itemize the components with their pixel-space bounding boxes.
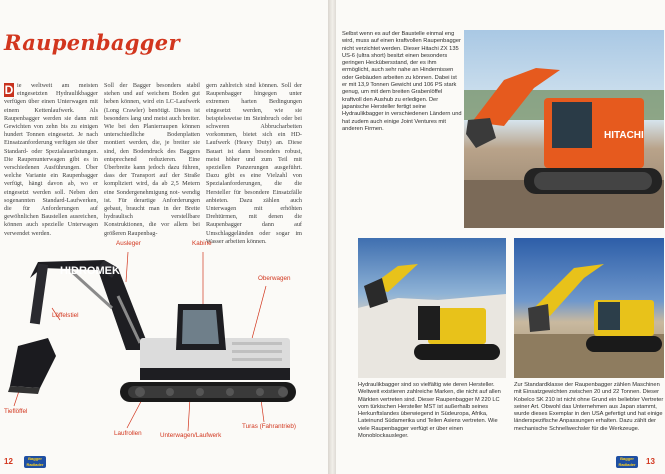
hitachi-logo: HITACHI — [604, 130, 644, 141]
upper-carriage — [140, 304, 290, 380]
publisher-logo-left: Bagger Radlader — [24, 456, 46, 468]
hitachi-photo — [464, 30, 664, 228]
label-kabine: Kabine — [192, 240, 212, 247]
excavator-diagram — [0, 238, 330, 453]
kobelco-photo — [514, 238, 664, 378]
caption-mst: Hydraulikbagger sind so vielfältig wie deren Hersteller. Weltweit existieren zahlreiche Marken, die nicht auf allen Märkten vertreten sind. Dieser Raupenbagger M 220 LC vom türkischen Hersteller MST ist außerhalb seines Herkunftslandes überwiegend in Südeuropa, Afrika, Lateinund Südamerika und Teilen Asiens vertreten. Wie viele Raupenbagger verfügt er über einen Monoblockausleger. — [358, 382, 501, 440]
mst-excavator-illustration — [358, 238, 506, 378]
hitachi-excavator-illustration — [464, 30, 664, 228]
label-ausleger: Ausleger — [116, 240, 141, 247]
kobelco-excavator-illustration — [514, 238, 664, 378]
hidromek-logo: HIDROMEK — [60, 265, 120, 277]
text-column-2 — [104, 82, 200, 238]
page-number-left: 12 — [4, 457, 13, 466]
undercarriage — [120, 382, 296, 402]
text-column-1 — [4, 82, 98, 238]
body-text-1: ie weltweit am meisten eingesetzten Hydraulikbagger verfügen über einen Unterwagen mit einem Kettenlaufwerk. Als Raupenbagger werden sie dann mit Gewichten von zehn bis zu einigen hundert Tonnen eingesetzt. Je nach Einsatzanforderung verfügen sie über Standard- oder Spezialausrüstungen. Die Raupenunterwagen gibt es in verschiedenen Ausführungen. Über welche Variante ein Raupenbagger verfügt, hängt davon ab, wo er eingesetzt werden soll. Neben den sogenannten Standard-Laufwerken, die für Anforderungen auf gewöhnlichen Baustellen ausreichen, können auch spezielle Unterwagen verwendet werden. — [4, 82, 98, 237]
drop-cap: D — [4, 83, 14, 97]
label-oberwagen: Oberwagen — [258, 275, 291, 282]
body-text-2: Soll der Bagger besonders stabil stehen und auf weichem Boden gut heben können, wird ein LC-Laufwerk (Long Crawler) benötigt. Dieses ist besonders lang und meist auch breiter. Wie bei den Planierraupen können unterschiedliche Bodenplatten montiert werden, die, je breiter sie sind, den Bodendruck des Baggers entsprechend reduzieren. Eine Überbreite kann jedoch dazu führen, dass der Transport auf der Straße kompliziert wird, da ab 2,5 Metern eine Sondergenehmigung not- wendig ist. Für derartige Anforderungen gebaut, braucht man in der Breite hydraulisch verstellbare Konstruktionen, die vor allem bei größeren Raupenbag- — [104, 82, 200, 237]
publisher-logo-right: Bagger Radlader — [616, 456, 638, 468]
label-laufrollen: Laufrollen — [114, 430, 142, 437]
label-loeffelstiel: Löffelstiel — [52, 312, 79, 319]
label-turas: Turas (Fahrantrieb) — [242, 423, 297, 430]
page-number-right: 13 — [646, 457, 655, 466]
mst-photo — [358, 238, 506, 378]
right-page — [336, 0, 665, 474]
left-page — [0, 0, 330, 474]
label-unterwagen: Unterwagen/Laufwerk — [160, 432, 222, 439]
intro-text: Selbst wenn es auf der Baustelle einmal eng wird, muss auf einen kraftvollen Raupenbagger nicht verzichtet werden. Dieser Hitachi ZX 135 US-6 (ultra short) besitzt einen besonders geringen Heckübersstand, der es ihm ermöglicht, auch sehr nahe an Hindernissen oder Gebäuden arbeiten zu können. Dabei ist er mit 13,9 Tonnen Gewicht und 106 PS stark genug, um mit dem breiten Grabenlöffel kraftvoll den Aushub zu erledigen. Der japanische Hersteller fertigt seine Hydraulikbagger in verschiedenen Ländern und hat zudem auch einige Joint Ventures mit anderen Firmen. — [342, 31, 462, 132]
page-title: Raupenbagger — [4, 30, 180, 55]
text-column-3 — [206, 82, 302, 246]
excavator-arm — [8, 260, 150, 394]
label-tiefloeffel: Tieflöffel — [4, 408, 28, 415]
body-text-3: gern zahlreich sind können. Soll der Raupenbagger hingegen unter extremen harten Bedingungen eingesetzt werden, wie sie beispielsweise im Steinbruch oder bei schweren Abbrucharbeiten vorkommen, bietet sich ein HD-Laufwerk (Heavy Duty) an. Diese Bauart ist dann besonders robust, meist höher und zum Teil mit speziellen Panzerungen ausgeführt. Dazu gibt es eine Vielzahl von Spezialanforderungen, die die Hersteller für besondere Einsatzfälle anbieten. Dazu zählen auch Unterwagen mit erhöhten Drehtürmen, mit denen die Raupenbagger dann auf Umschlaggeländen oder sogar im Wasser arbeiten können. — [206, 82, 302, 245]
caption-kobelco: Zur Standardklasse der Raupenbagger zählen Maschinen mit Einsatzgewichten zwischen 20 und 22 Tonnen. Dieser Kobelco SK 210 ist nicht ohne Grund ein beliebter Vertreter seiner Art. Obwohl das Unternehmen aus Japan stammt, wurde dieses Exemplar in den USA gefertigt und hat einige länderspezifische Anpassungen erhalten. Dazu zählt der mechanische Schnellwechsler für die Werkzeuge. — [514, 382, 664, 432]
